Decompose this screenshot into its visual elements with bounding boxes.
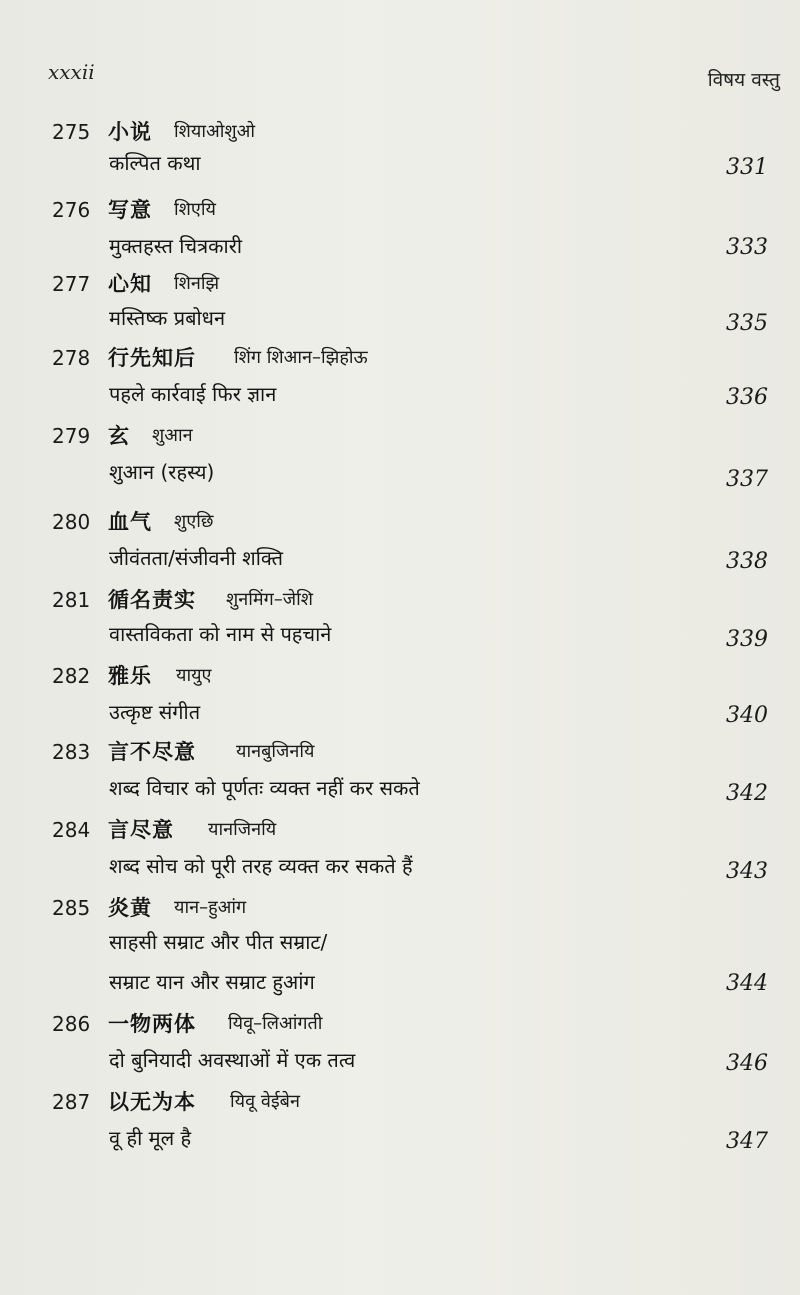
entry-number: 283 (52, 740, 91, 764)
entry-transliteration: यान–हुआंग (174, 897, 247, 918)
entry-chinese-term: 言尽意 (108, 818, 174, 842)
page-folio: xxxii (48, 60, 95, 84)
entry-chinese-term: 玄 (108, 424, 130, 448)
entry-page-number: 337 (726, 467, 768, 492)
entry-transliteration: शुआन (152, 425, 193, 446)
entry-number: 276 (52, 198, 91, 222)
entry-chinese-term: 小说 (108, 120, 152, 144)
entry-meaning: मुक्तहस्त चित्रकारी (109, 234, 243, 258)
entry-page-number: 344 (726, 971, 768, 996)
entry-page-number: 331 (726, 155, 768, 180)
entry-number: 278 (52, 346, 91, 370)
entry-number: 286 (52, 1012, 91, 1036)
entry-number: 284 (52, 818, 91, 842)
entry-meaning: मस्तिष्क प्रबोधन (109, 306, 226, 330)
entry-page-number: 336 (726, 385, 768, 410)
entry-page-number: 347 (726, 1129, 768, 1154)
entry-meaning: साहसी सम्राट और पीत सम्राट/ (109, 930, 328, 954)
entry-chinese-term: 心知 (108, 272, 152, 296)
entry-chinese-term: 言不尽意 (108, 740, 196, 764)
entry-page-number: 333 (726, 235, 768, 260)
entry-page-number: 340 (726, 703, 768, 728)
entry-chinese-term: 血气 (108, 510, 152, 534)
entry-meaning: दो बुनियादी अवस्थाओं में एक तत्व (109, 1048, 356, 1072)
entry-number: 275 (52, 120, 91, 144)
entry-meaning: शब्द सोच को पूरी तरह व्यक्त कर सकते हैं (109, 854, 413, 878)
entry-chinese-term: 炎黄 (108, 896, 152, 920)
entry-page-number: 342 (726, 781, 768, 806)
entry-meaning-continued: सम्राट यान और सम्राट हुआंग (109, 970, 315, 994)
entry-transliteration: यानजिनयि (208, 819, 277, 840)
running-head: विषय वस्तु (707, 69, 780, 91)
entry-meaning: पहले कार्रवाई फिर ज्ञान (109, 382, 277, 406)
entry-transliteration: यिवू वेईबेन (230, 1091, 300, 1112)
entry-meaning: कल्पित कथा (109, 151, 201, 175)
entry-transliteration: शिंग शिआन–झिहोऊ (234, 347, 368, 368)
entry-transliteration: शुनमिंग–जेशि (226, 589, 314, 610)
entry-page-number: 338 (726, 549, 768, 574)
entry-transliteration: शुएछि (174, 511, 214, 532)
entry-meaning: वू ही मूल है (109, 1126, 192, 1150)
entry-meaning: उत्कृष्ट संगीत (109, 700, 201, 724)
entry-number: 280 (52, 510, 91, 534)
entry-transliteration: शिएयि (174, 199, 216, 220)
entry-page-number: 339 (726, 627, 768, 652)
entry-chinese-term: 循名责实 (108, 588, 196, 612)
entry-number: 277 (52, 272, 91, 296)
entry-transliteration: यिवू–लिआंगती (228, 1013, 323, 1034)
entry-number: 282 (52, 664, 91, 688)
entry-page-number: 343 (726, 859, 768, 884)
entry-chinese-term: 行先知后 (108, 346, 196, 370)
entry-transliteration: यानबुजिनयि (236, 741, 315, 762)
entry-meaning: जीवंतता/संजीवनी शक्ति (109, 546, 284, 570)
entry-meaning: वास्तविकता को नाम से पहचाने (109, 622, 332, 646)
entry-number: 281 (52, 588, 91, 612)
entry-chinese-term: 以无为本 (108, 1090, 196, 1114)
entry-transliteration: शिनझि (174, 273, 220, 294)
entry-page-number: 346 (726, 1051, 768, 1076)
entry-meaning: शब्द विचार को पूर्णतः व्यक्त नहीं कर सकते (109, 776, 420, 800)
entry-chinese-term: 一物两体 (108, 1012, 196, 1036)
entry-number: 285 (52, 896, 91, 920)
entry-transliteration: शियाओशुओ (174, 121, 256, 142)
entry-page-number: 335 (726, 311, 768, 336)
entry-meaning: शुआन (रहस्य) (109, 460, 215, 484)
entry-chinese-term: 写意 (108, 198, 152, 222)
entry-number: 287 (52, 1090, 91, 1114)
entry-number: 279 (52, 424, 91, 448)
entry-transliteration: यायुए (176, 665, 212, 686)
entry-chinese-term: 雅乐 (108, 664, 152, 688)
